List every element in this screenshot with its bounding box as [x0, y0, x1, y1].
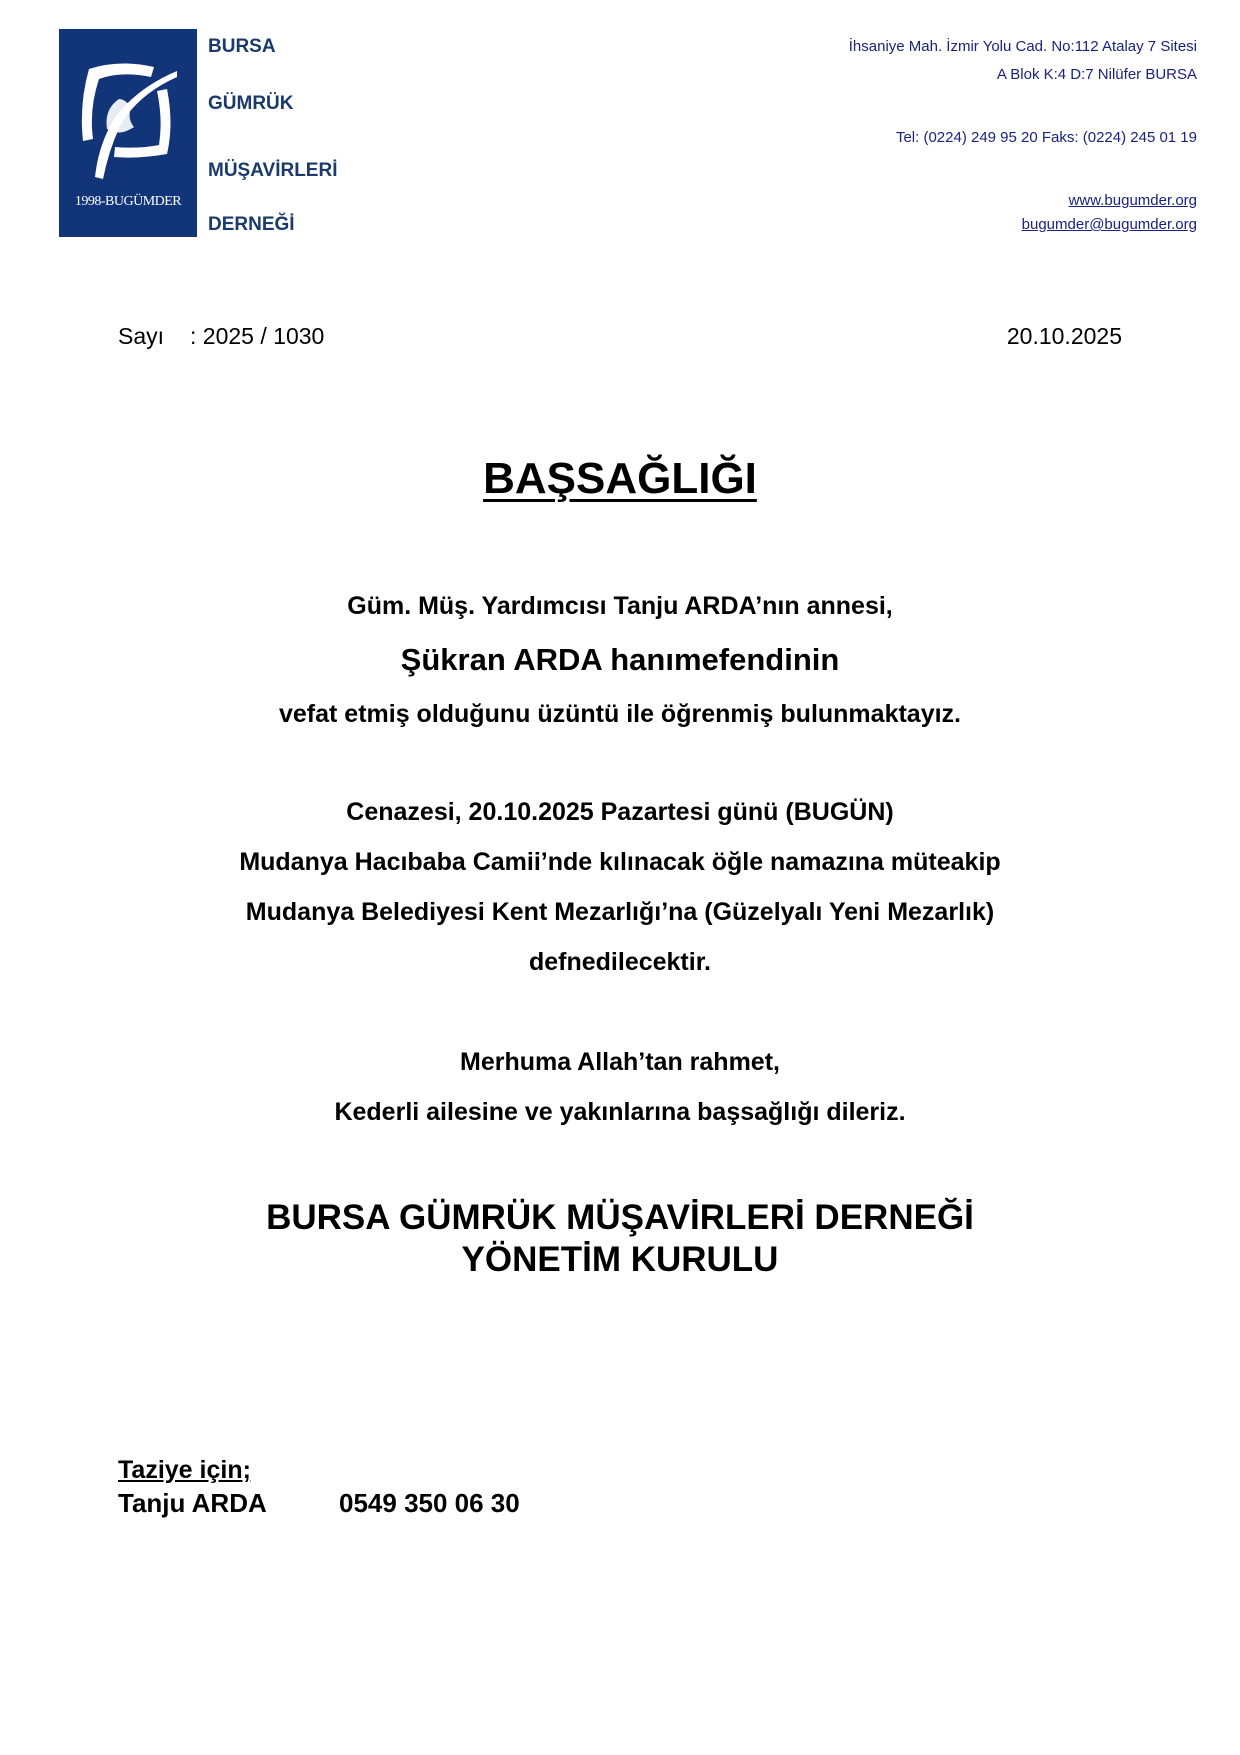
org-name-line: BURSA: [208, 36, 276, 57]
signature-board: YÖNETİM KURULU: [461, 1240, 779, 1279]
org-name-line: GÜMRÜK: [208, 93, 294, 114]
logo-caption: 1998-BUGÜMDER: [74, 194, 182, 209]
body-line: vefat etmiş olduğunu üzüntü ile öğrenmiş bulunmaktayız.: [278, 700, 961, 728]
phone-fax: Tel: (0224) 249 95 20 Faks: (0224) 245 01 19: [895, 129, 1197, 146]
address-line-2: A Blok K:4 D:7 Nilüfer BURSA: [996, 66, 1197, 83]
funeral-line: Cenazesi, 20.10.2025 Pazartesi günü (BUGÜN): [346, 798, 894, 826]
condolence-line: Merhuma Allah’tan rahmet,: [460, 1048, 780, 1076]
org-name-line: MÜŞAVİRLERİ: [208, 160, 338, 181]
website-link[interactable]: www.bugumder.org: [1068, 192, 1197, 209]
document-title: BAŞSAĞLIĞI: [483, 454, 757, 503]
deceased-name: Şükran ARDA hanımefendinin: [400, 642, 840, 677]
org-name-line: DERNEĞİ: [208, 214, 295, 235]
association-logo: [59, 29, 197, 237]
condolence-line: Kederli ailesine ve yakınlarına başsağlığı dileriz.: [334, 1098, 906, 1126]
reference-label: Sayı: [118, 323, 165, 349]
condolence-contact-phone: 0549 350 06 30: [339, 1488, 520, 1518]
document-date: 20.10.2025: [1006, 323, 1122, 349]
body-line: Güm. Müş. Yardımcısı Tanju ARDA’nın annesi,: [347, 592, 893, 620]
condolence-contact-heading: Taziye için;: [118, 1456, 251, 1484]
condolence-contact-name: Tanju ARDA: [118, 1488, 267, 1518]
logo-emblem-icon: [59, 29, 197, 199]
funeral-line: Mudanya Hacıbaba Camii’nde kılınacak öğle namazına müteakip: [239, 848, 1001, 876]
signature-org: BURSA GÜMRÜK MÜŞAVİRLERİ DERNEĞİ: [266, 1198, 974, 1237]
funeral-line: Mudanya Belediyesi Kent Mezarlığı’na (Güzelyalı Yeni Mezarlık): [245, 898, 995, 926]
email-link[interactable]: bugumder@bugumder.org: [1021, 216, 1197, 233]
address-line-1: İhsaniye Mah. İzmir Yolu Cad. No:112 Atalay 7 Sitesi: [848, 38, 1197, 55]
reference-number: : 2025 / 1030: [190, 323, 325, 349]
funeral-line: defnedilecektir.: [528, 948, 712, 976]
